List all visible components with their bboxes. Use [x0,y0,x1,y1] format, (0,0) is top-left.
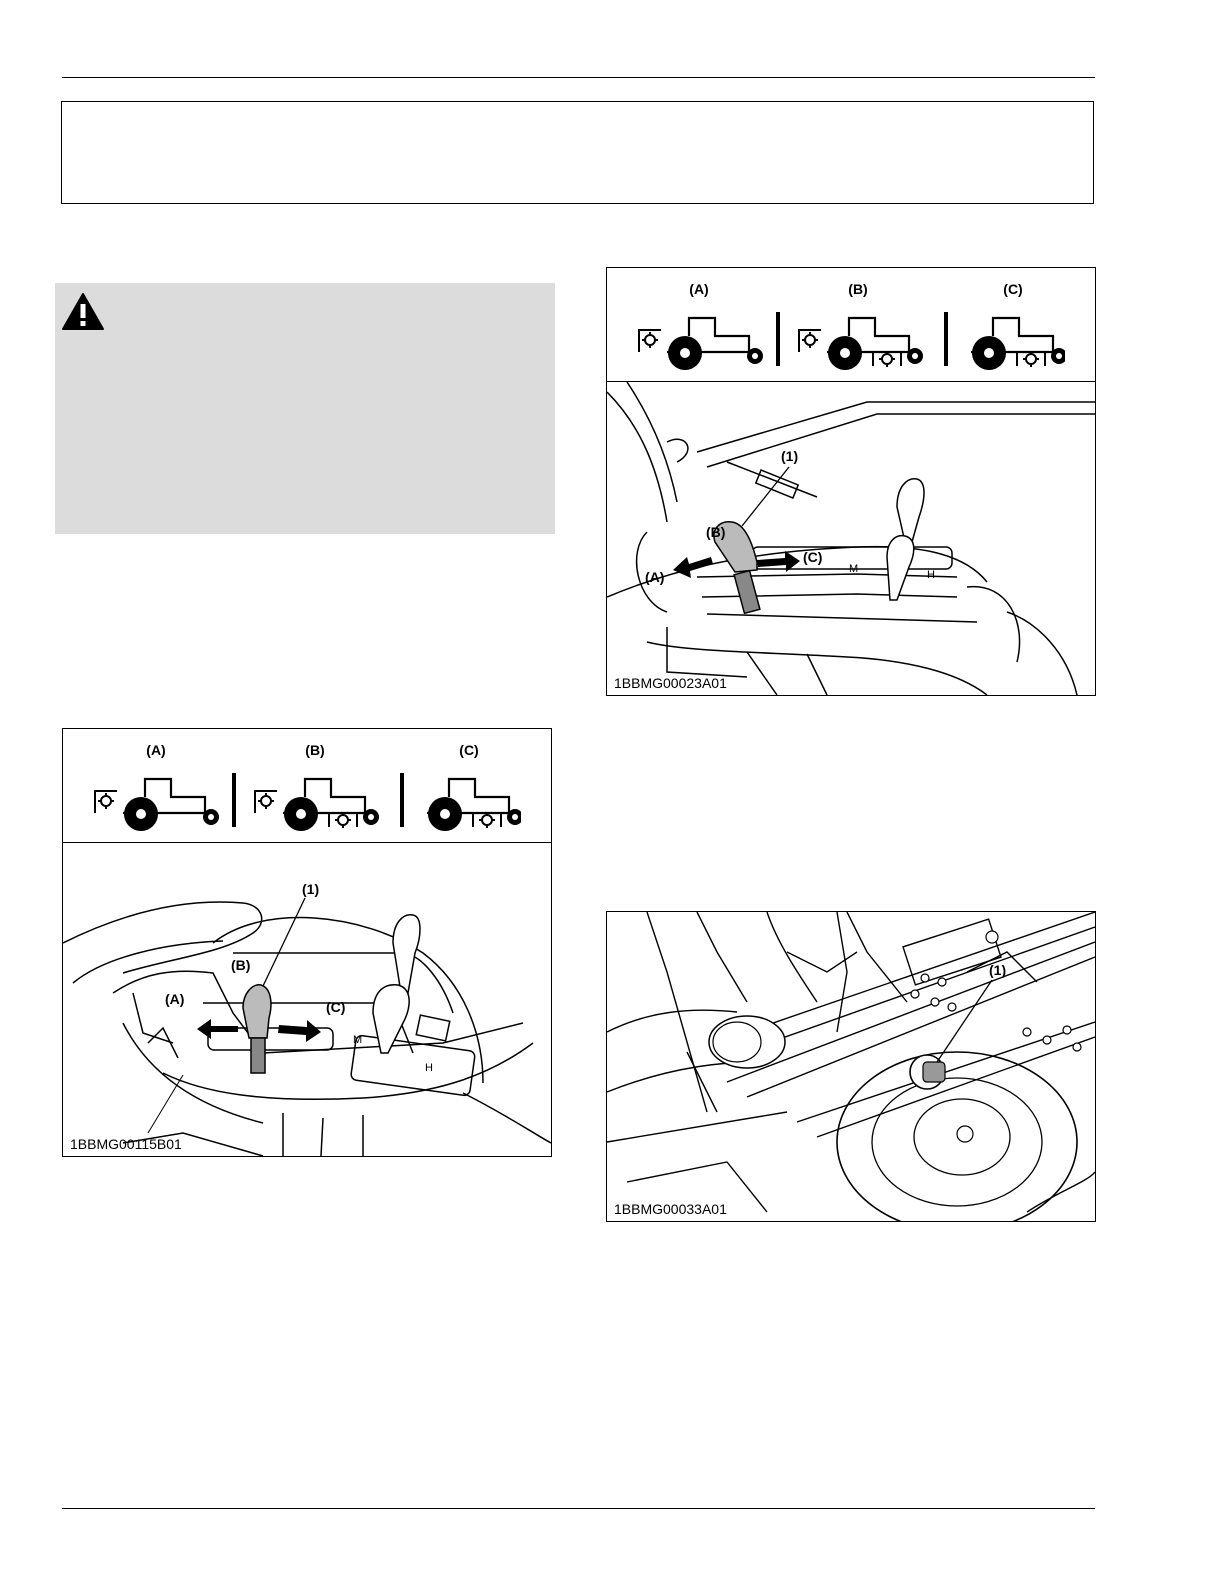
figure-range-lever-2 [606,267,1096,696]
mode-symbols-header [63,729,551,843]
mode-label-c: (C) [459,742,479,758]
underside-illustration [607,912,1095,1221]
arrow-left [673,557,713,578]
tractor-4wd-icon [253,769,383,833]
section-title-box [61,101,1094,204]
callout-b: (B) [231,957,251,973]
mode-label-b: (B) [848,281,868,297]
callout-a: (A) [645,569,665,585]
figure-id: 1BBMG00033A01 [614,1201,727,1217]
mode-label-c: (C) [1003,281,1023,297]
divider-bar [232,773,236,827]
warning-box [55,283,555,534]
mode-label-a: (A) [689,281,709,297]
tractor-2wd-icon [637,308,767,372]
tractor-4wd-icon [797,308,927,372]
tractor-2wd-icon [93,769,223,833]
divider-bar [944,312,948,366]
callout-c: (C) [326,999,346,1015]
callout-part-1: (1) [302,881,320,897]
callout-c: (C) [803,549,823,565]
gear-mark-h: H [927,569,935,581]
range-lever-illustration [607,382,1095,695]
gear-mark-m: M [849,563,859,575]
figure-id: 1BBMG00023A01 [614,675,727,691]
top-rule [62,77,1095,78]
divider-bar [400,773,404,827]
arrow-left [197,1019,238,1039]
tractor-front-wheel-icon [421,769,521,833]
callout-b: (B) [706,524,726,540]
tractor-front-wheel-icon [965,308,1065,372]
figure-id: 1BBMG00115B01 [70,1136,182,1152]
figure-range-lever-1 [62,728,552,1157]
callout-part-1: (1) [781,448,799,464]
gear-mark-h: H [425,1062,433,1074]
arrow-right [278,1020,321,1042]
mode-label-b: (B) [305,742,325,758]
lever-knob [243,985,271,1038]
gear-mark-m: M [353,1034,363,1046]
callout-part-1: (1) [989,962,1007,978]
bottom-rule [62,1508,1095,1509]
callout-a: (A) [165,991,185,1007]
mode-symbols-header [607,268,1095,382]
warning-triangle-icon [61,292,105,332]
divider-bar [776,312,780,366]
mode-label-a: (A) [146,742,166,758]
figure-underside [606,911,1096,1222]
